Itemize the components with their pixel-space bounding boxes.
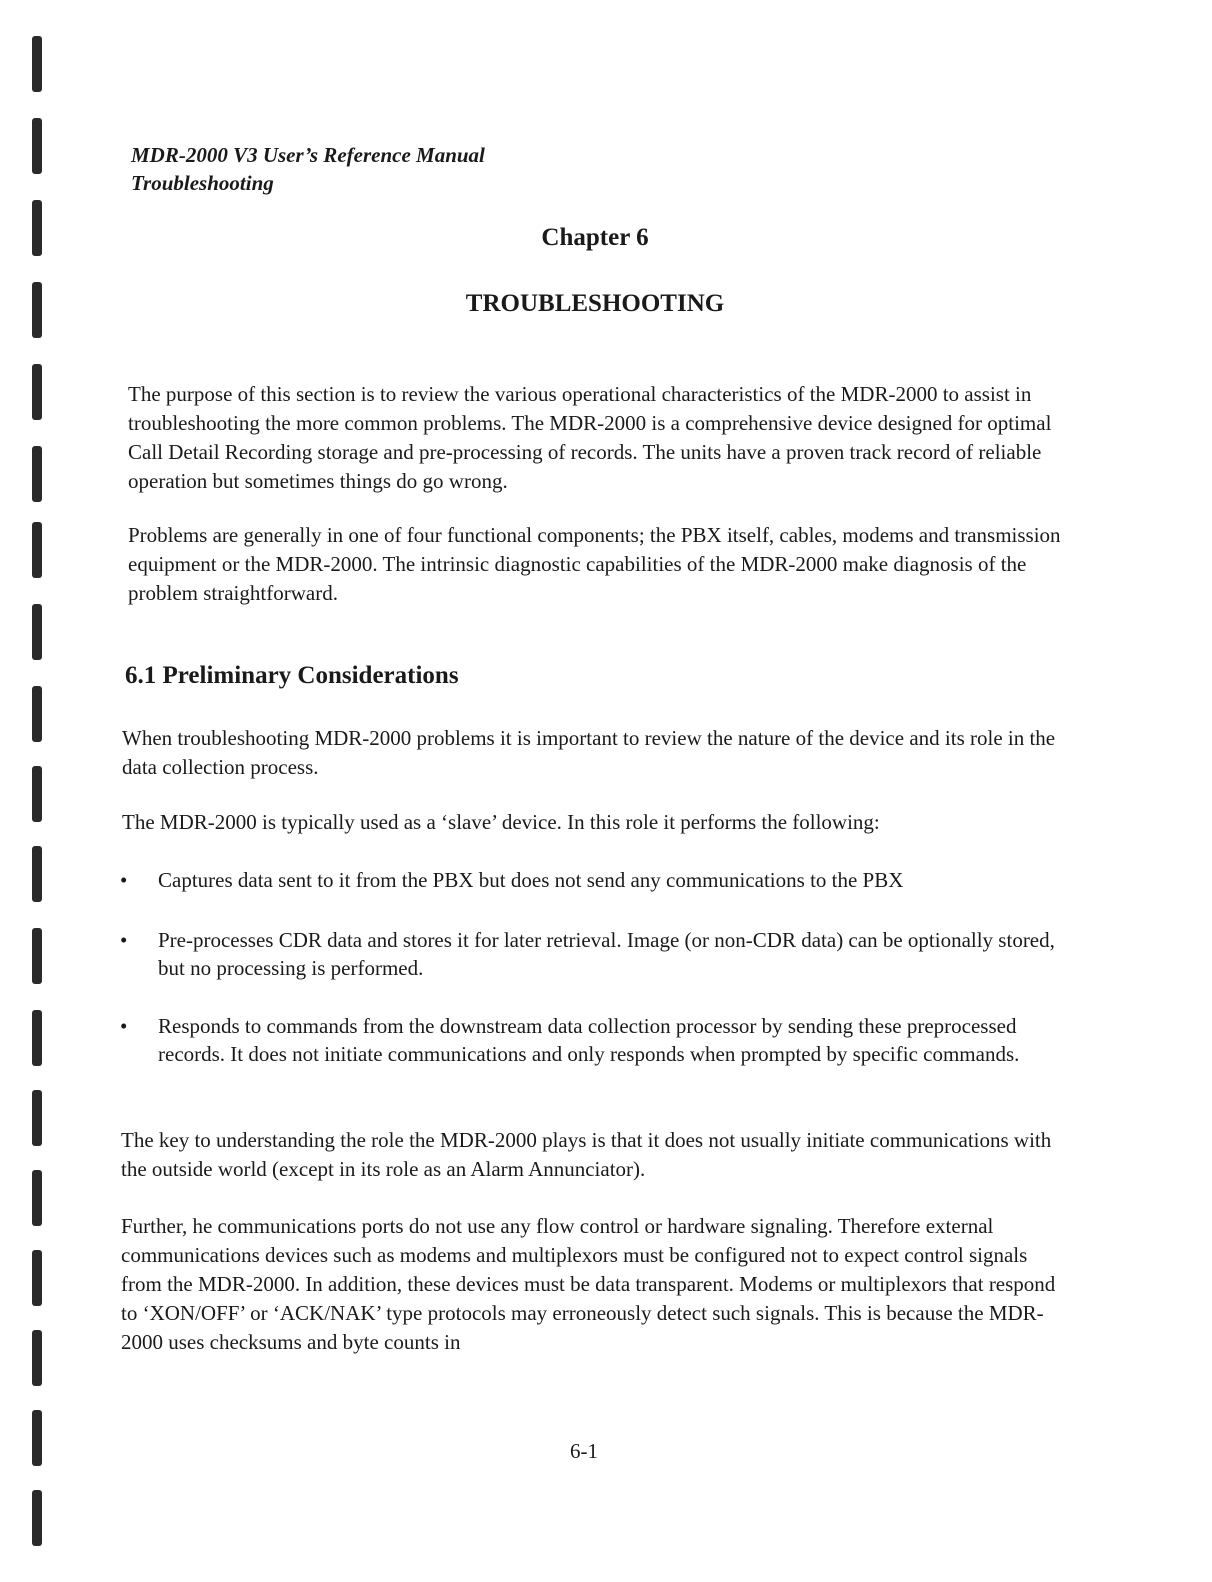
section-heading: 6.1 Preliminary Considerations: [125, 662, 459, 689]
binding-hole: [32, 686, 42, 742]
list-item-text: Pre-processes CDR data and stores it for later retrieval. Image (or non-CDR data) can be optionally stored, but no processing is performed.: [158, 928, 1055, 980]
binding-hole: [32, 1250, 42, 1306]
binding-hole: [32, 1170, 42, 1226]
binding-hole: [32, 1010, 42, 1066]
bullet-icon: •: [120, 1014, 128, 1038]
running-head: [131, 141, 485, 197]
binding-hole: [32, 1090, 42, 1146]
binding-hole: [32, 446, 42, 502]
section-paragraph-1: When troubleshooting MDR-2000 problems it is important to review the nature of the device and its role in the data collection process.: [122, 726, 1056, 779]
section-paragraph-3: The key to understanding the role the MDR-2000 plays is that it does not usually initiate communications with the outside world (except in its role as an Alarm Annunciator).: [121, 1128, 1052, 1181]
binding-hole: [32, 766, 42, 822]
section-paragraph-4: Further, he communications ports do not use any flow control or hardware signaling. Therefore external communications devices such as modems and multiplexors must be configured not to expect control signals from the MDR-2000. In addition, these devices must be data transparent. Modems or multiplexors that respond to ‘XON/OFF’ or ‘ACK/NAK’ type protocols may erroneously detect such signals. This is because the MDR-2000 uses checksums and byte counts in: [121, 1214, 1056, 1354]
section-paragraph-2: The MDR-2000 is typically used as a ‘slave’ device. In this role it performs the following:: [122, 810, 880, 834]
chapter-label: Chapter 6: [541, 224, 649, 251]
intro-paragraph-2: Problems are generally in one of four functional components; the PBX itself, cables, modems and transmission equipment or the MDR-2000. The intrinsic diagnostic capabilities of the MDR-2000 make diagnosis of the problem straightforward.: [128, 523, 1061, 605]
binding-hole: [32, 36, 42, 92]
binding-hole: [32, 1490, 42, 1546]
binding-hole: [32, 1330, 42, 1386]
running-head-manual: MDR-2000 V3 User’s Reference Manual: [131, 143, 485, 167]
bullet-icon: •: [120, 868, 128, 892]
list-item-text: Responds to commands from the downstream data collection processor by sending these preprocessed records. It does not initiate communications and only responds when prompted by specific commands.: [158, 1014, 1020, 1066]
binding-hole: [32, 928, 42, 984]
binding-hole: [32, 604, 42, 660]
bullet-icon: •: [120, 928, 128, 952]
binding-hole: [32, 118, 42, 174]
list-item-text: Captures data sent to it from the PBX but does not send any communications to the PBX: [158, 868, 904, 892]
running-head-section: Troubleshooting: [131, 171, 274, 195]
chapter-title: TROUBLESHOOTING: [465, 290, 725, 317]
binding-hole: [32, 364, 42, 420]
binding-hole: [32, 522, 42, 578]
binding-hole: [32, 846, 42, 902]
intro-paragraph-1: The purpose of this section is to review the various operational characteristics of the MDR-2000 to assist in troubleshooting the more common problems. The MDR-2000 is a comprehensive device designed for optimal Call Detail Recording storage and pre-processing of records. The units have a proven track record of reliable operation but sometimes things do go wrong.: [128, 382, 1052, 493]
page-number: 6-1: [570, 1439, 598, 1463]
